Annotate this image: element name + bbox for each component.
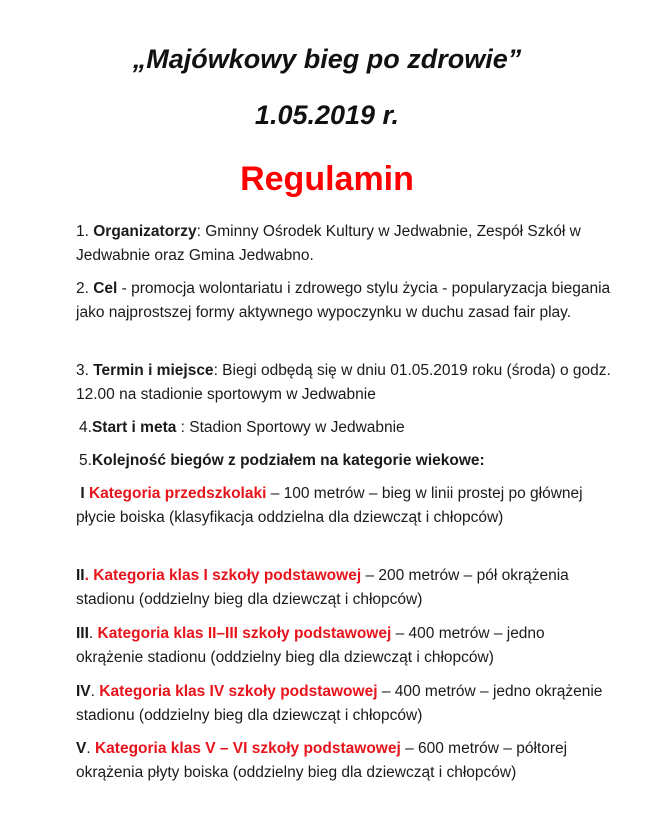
section-label: Cel [93,280,118,297]
category-description: – 600 metrów – półtorej okrążenia płyty boiska (oddzielny bieg dla dziewcząt i chłopców) [76,740,568,781]
category-name: Kategoria klas II–III szkoły podstawowej [97,625,392,642]
regulations-heading: Regulamin [240,160,414,198]
category-item: V. Kategoria klas V – VI szkoły podstawowej – 600 metrów – półtorej okrążenia płyty boiska (oddzielny bieg dla dziewcząt i chłopców) [76,740,568,781]
category-item [76,482,616,530]
category-numeral: V [76,740,87,757]
section-race-order [79,449,619,473]
category-numeral: I [80,485,89,502]
section-number: 1. [76,223,94,240]
category-name: Kategoria klas V – VI szkoły podstawowej [94,740,401,757]
section-number: 3. [76,362,94,379]
section-text: - promocja wolontariatu i zdrowego stylu życia - popularyzacja biegania jako najprostszej formy aktywnego wypoczynku w duchu zasad fair play. [76,280,611,321]
section-date-place [76,359,616,407]
section-text: : Stadion Sportowy w Jedwabnie [176,419,405,436]
section-label: Kolejność biegów z podziałem na kategorie wiekowe: [91,452,485,469]
event-title: „Majówkowy bieg po zdrowie” [132,44,522,74]
section-label: Organizatorzy [93,223,197,240]
section-goal [76,277,616,325]
section-start-finish [79,416,619,440]
event-date: 1.05.2019 r. [254,100,400,130]
section-organizers [76,220,616,268]
category-description: – 400 metrów – jedno okrążenie stadionu (oddzielny bieg dla dziewcząt i chłopców) [76,625,545,666]
category-item: III. Kategoria klas II–III szkoły podstawowej – 400 metrów – jedno okrążenie stadionu (oddzielny bieg dla dziewcząt i chłopców) [76,625,545,666]
category-name: . Kategoria klas I szkoły podstawowej [84,567,362,584]
section-number: 2. [76,280,94,297]
category-numeral: IV [76,683,91,700]
section-label: Start i meta [91,419,177,436]
section-text: : Gminny Ośrodek Kultury w Jedwabnie, Zespół Szkół w Jedwabnie oraz Gmina Jedwabno. [76,223,581,264]
category-description: – 400 metrów – jedno okrążenie stadionu (oddzielny bieg dla dziewcząt i chłopców) [76,683,603,724]
category-numeral: III [76,625,89,642]
category-name: Kategoria przedszkolaki [88,485,267,502]
section-text: : Biegi odbędą się w dniu 01.05.2019 roku (środa) o godz. 12.00 na stadionie sportowym w Jedwabnie [76,362,611,403]
category-description: – 100 metrów – bieg w linii prostej po głównej płycie boiska (klasyfikacja oddzielna dla dziewcząt i chłopców) [76,485,583,526]
category-name: Kategoria klas IV szkoły podstawowej [99,683,378,700]
section-label: Termin i miejsce [93,362,214,379]
section-number: 5. [79,452,92,469]
category-item [76,564,616,612]
section-number: 4. [79,419,92,436]
category-description: – 200 metrów – pół okrążenia stadionu (oddzielny bieg dla dziewcząt i chłopców) [76,567,569,608]
category-item: IV. Kategoria klas IV szkoły podstawowej – 400 metrów – jedno okrążenie stadionu (oddzielny bieg dla dziewcząt i chłopców) [76,683,603,724]
category-numeral: II [76,567,85,584]
